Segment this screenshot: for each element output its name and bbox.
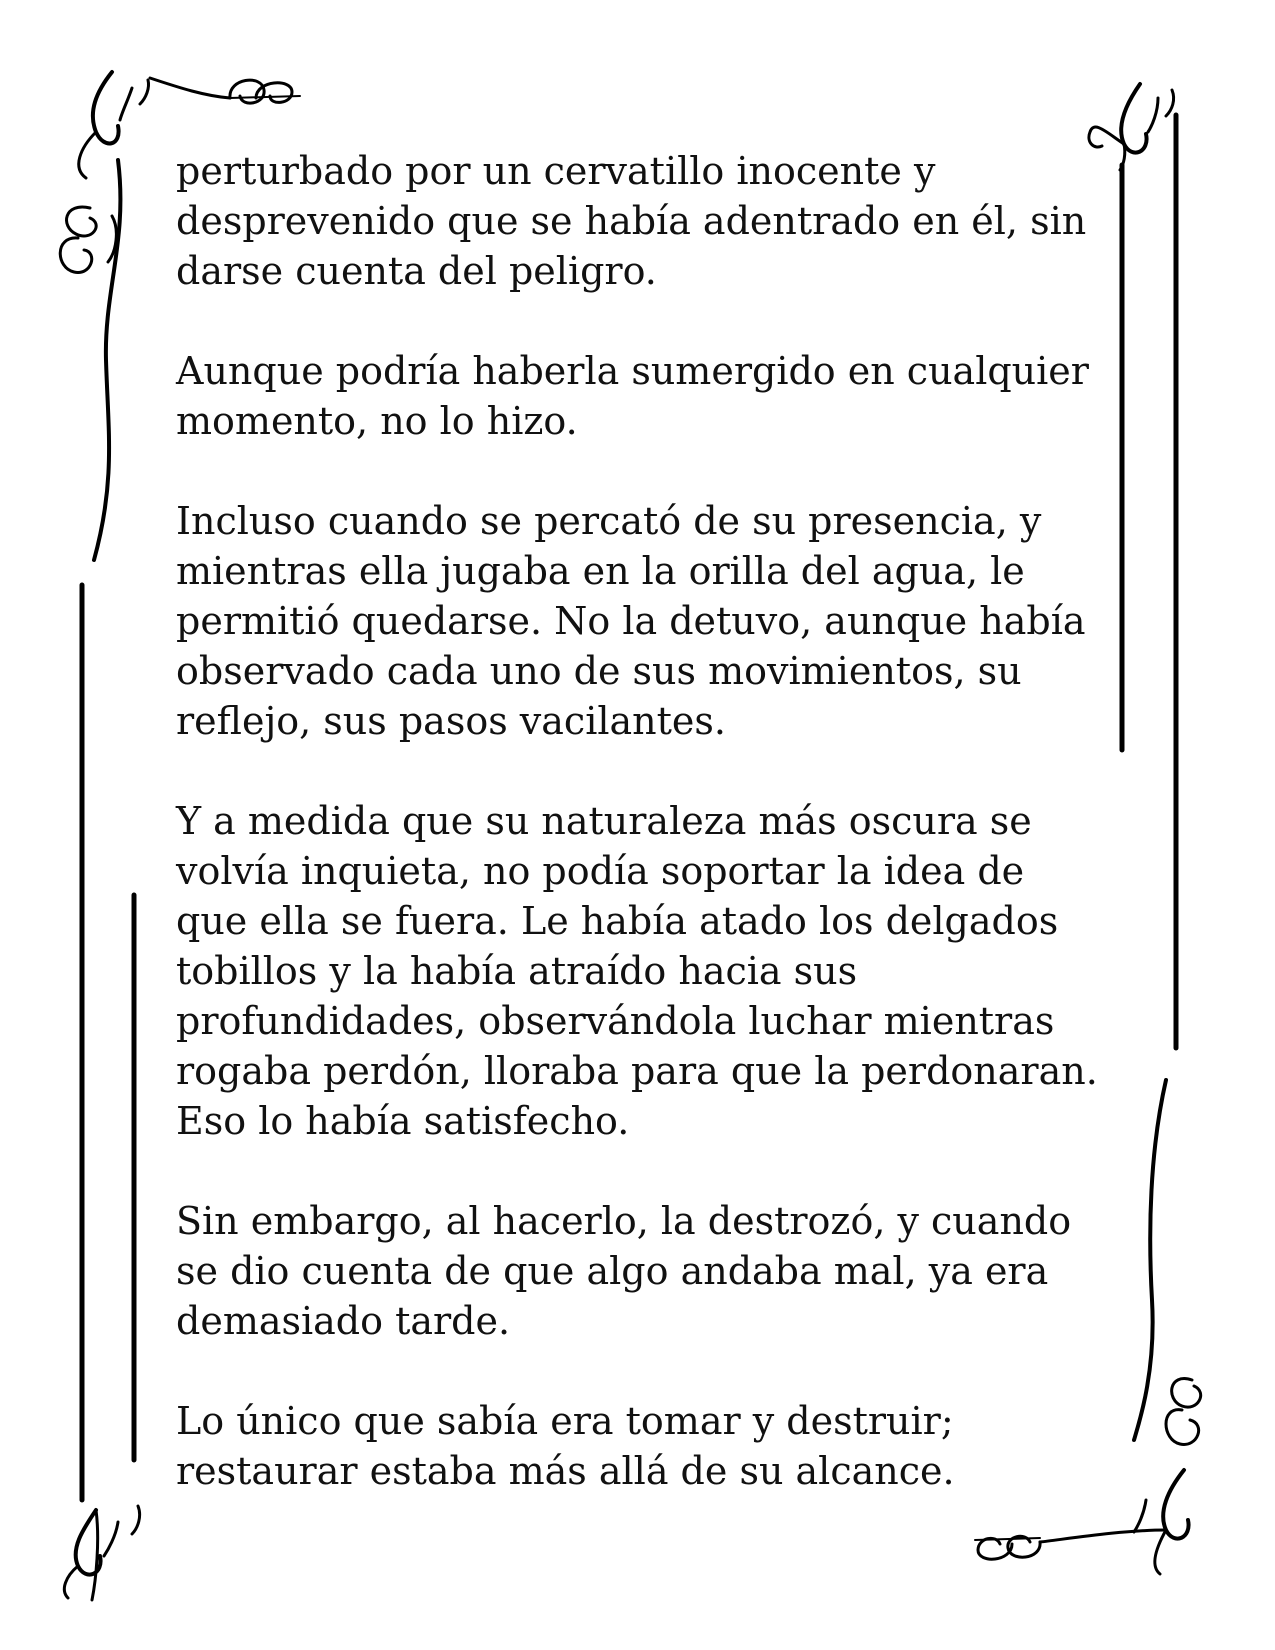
text-line: Sin embargo, al hacerlo, la destrozó, y cuando	[176, 1199, 1072, 1243]
text-line: restaurar estaba más allá de su alcance.	[176, 1449, 955, 1493]
paragraph-6	[176, 1396, 1106, 1496]
text-line: reflejo, sus pasos vacilantes.	[176, 699, 726, 743]
paragraph-1	[176, 146, 1106, 296]
text-line: Incluso cuando se percató de su presencia, y	[176, 499, 1042, 543]
text-line: volvía inquieta, no podía soportar la idea de	[176, 849, 1025, 893]
bottom-left-flourish	[64, 1506, 139, 1600]
text-line: perturbado por un cervatillo inocente y	[176, 149, 936, 193]
text-line: Aunque podría haberla sumergido en cualquier	[176, 349, 1089, 393]
text-line: observado cada uno de sus movimientos, su	[176, 649, 1022, 693]
text-line: Eso lo había satisfecho.	[176, 1099, 630, 1143]
text-line: demasiado tarde.	[176, 1299, 511, 1343]
text-line: darse cuenta del peligro.	[176, 249, 657, 293]
text-line: desprevenido que se había adentrado en él, sin	[176, 199, 1087, 243]
text-line: Lo único que sabía era tomar y destruir;	[176, 1399, 954, 1443]
text-line: rogaba perdón, lloraba para que la perdonaran.	[176, 1049, 1098, 1093]
paragraph-2	[176, 346, 1106, 446]
paragraph-5	[176, 1196, 1106, 1346]
body-text	[176, 146, 1106, 1496]
text-line: se dio cuenta de que algo andaba mal, ya era	[176, 1249, 1049, 1293]
text-line: profundidades, observándola luchar mientras	[176, 999, 1055, 1043]
paragraph-3	[176, 496, 1106, 746]
text-line: permitió quedarse. No la detuvo, aunque había	[176, 599, 1086, 643]
text-line: tobillos y la había atraído hacia sus	[176, 949, 858, 993]
text-line: momento, no lo hizo.	[176, 399, 578, 443]
paragraph-4	[176, 796, 1106, 1146]
text-line: que ella se fuera. Le había atado los delgados	[176, 899, 1059, 943]
text-line: Y a medida que su naturaleza más oscura se	[176, 799, 1032, 843]
text-line: mientras ella jugaba en la orilla del agua, le	[176, 549, 1025, 593]
